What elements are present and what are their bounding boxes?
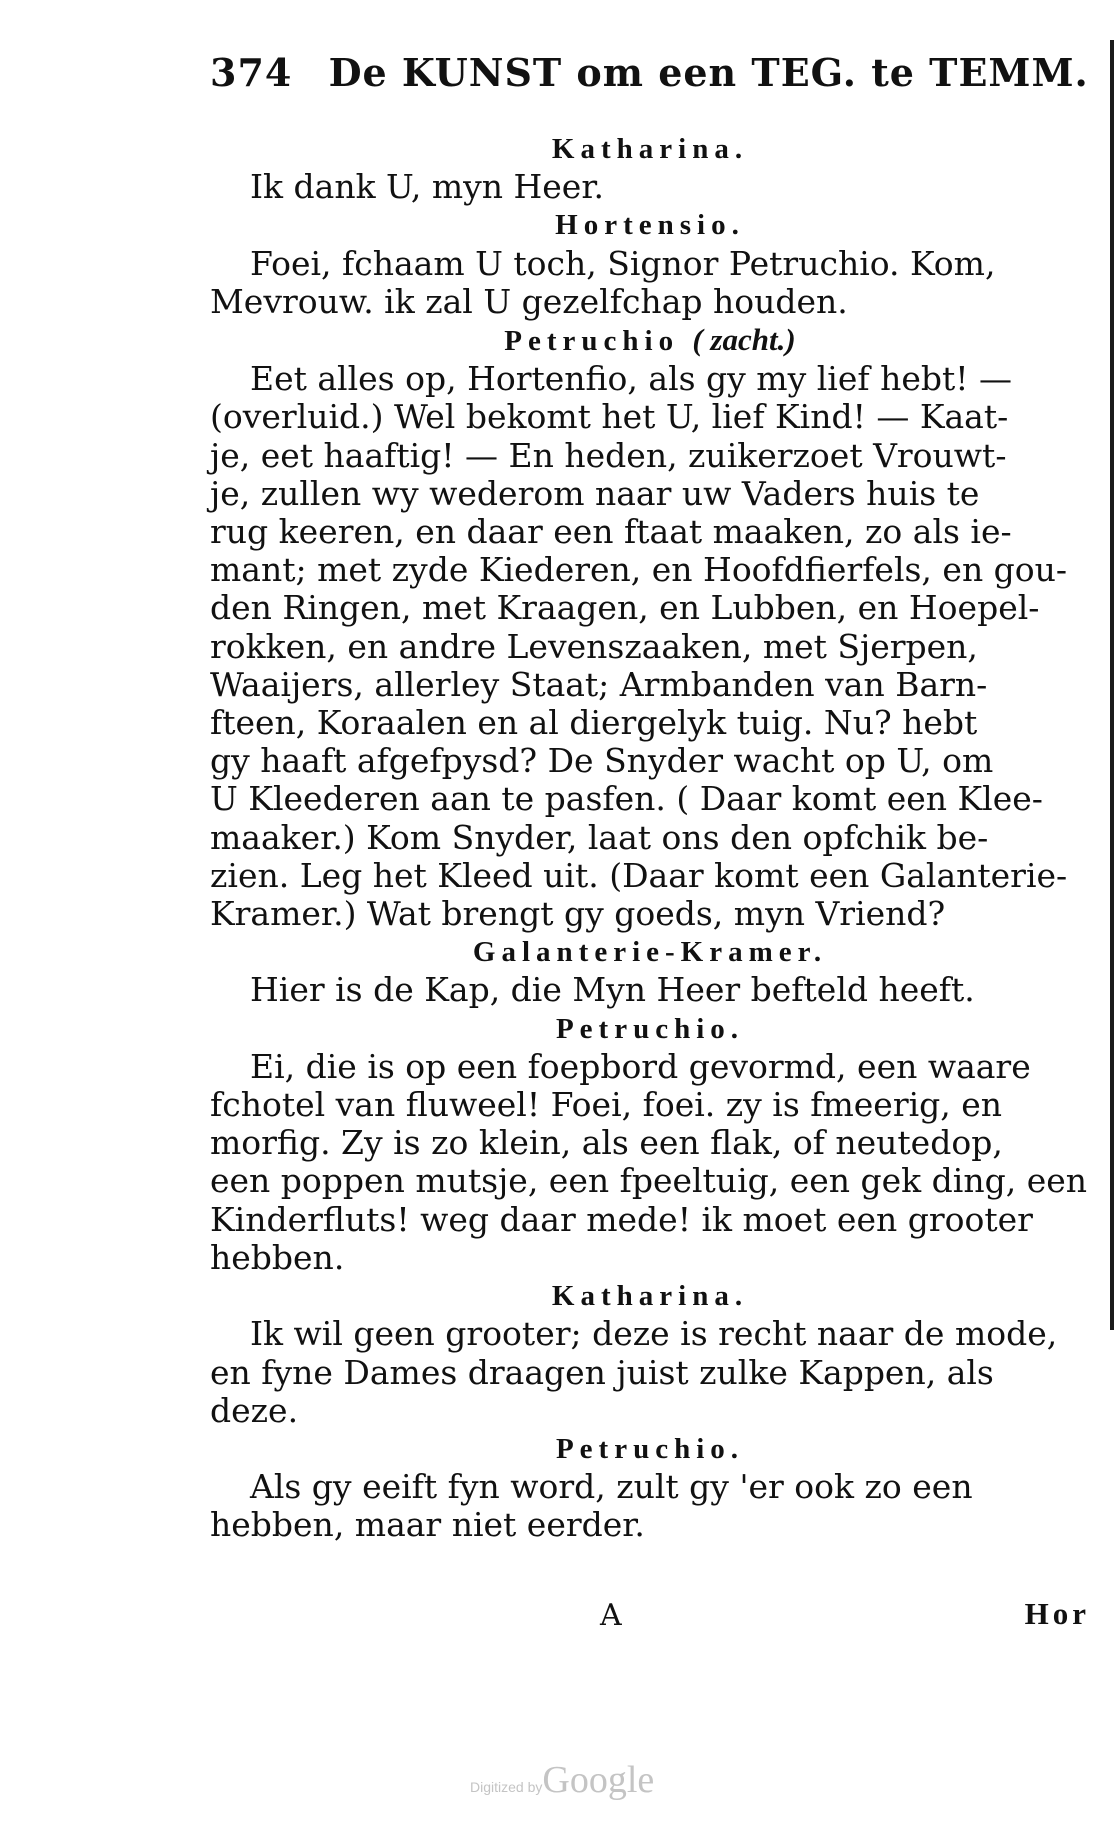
speaker-name: Petruchio xyxy=(504,325,680,358)
text-line: hebben, maar niet eerder. xyxy=(210,1505,645,1545)
text-line: rokken, en andre Levenszaaken, met Sjerpen, xyxy=(210,626,978,666)
text-line: den Ringen, met Kraagen, en Lubben, en Hoepel- xyxy=(210,588,1040,628)
text-line: (overluid.) Wel bekomt het U, lief Kind! — Kaat- xyxy=(210,397,1009,437)
play-text xyxy=(210,130,1090,1545)
text-line: je, zullen wy wederom naar uw Vaders huis te xyxy=(210,473,980,513)
text-line: Eet alles op, Hortenfio, als gy my lief hebt! — xyxy=(250,359,1012,399)
text-line: en fyne Dames draagen juist zulke Kappen, als xyxy=(210,1352,994,1392)
speaker-heading xyxy=(210,1430,1090,1468)
text-line: hebben. xyxy=(210,1237,345,1277)
page-number: 374 xyxy=(210,50,293,95)
text-line: Ei, die is op een foepbord gevormd, een waare xyxy=(250,1046,1031,1086)
page-edge-shadow xyxy=(1110,40,1114,1330)
text-line: een poppen mutsje, een fpeeltuig, een gek ding, een xyxy=(210,1161,1088,1201)
speaker-name: Petruchio. xyxy=(555,1012,745,1045)
text-line: Kinderfluts! weg daar mede! ik moet een grooter xyxy=(210,1199,1033,1239)
text-line: Ik dank U, myn Heer. xyxy=(250,167,604,207)
text-line: fchotel van fluweel! Foei, foei. zy is fmeerig, en xyxy=(210,1085,1003,1125)
text-line: U Kleederen aan te pasfen. ( Daar komt een Klee- xyxy=(210,779,1043,819)
digitized-by-google-watermark xyxy=(470,1758,654,1802)
text-line: Hier is de Kap, die Myn Heer befteld heeft. xyxy=(250,970,975,1010)
text-line: Als gy eeift fyn word, zult gy 'er ook zo een xyxy=(250,1467,973,1507)
text-line: Mevrouw. ik zal U gezelfchap houden. xyxy=(210,281,848,321)
running-title: De KUNST om een TEG. te TEMM. xyxy=(328,50,1089,95)
footer-marks xyxy=(210,1598,1090,1638)
speaker-heading xyxy=(210,206,1090,244)
text-line: mant; met zyde Kiederen, en Hoofdfierfels, en gou- xyxy=(210,550,1068,590)
speaker-name: Hortensio. xyxy=(555,209,745,242)
speaker-heading xyxy=(210,933,1090,971)
watermark-prefix: Digitized by xyxy=(470,1779,543,1795)
text-line: Ik wil geen grooter; deze is recht naar de mode, xyxy=(250,1314,1058,1354)
stage-direction: ( zacht.) xyxy=(692,322,796,358)
speaker-name: Petruchio. xyxy=(555,1432,745,1465)
speaker-name: Katharina. xyxy=(551,1280,749,1313)
text-line: zien. Leg het Kleed uit. (Daar komt een Galanterie- xyxy=(210,855,1068,895)
text-line: Waaijers, allerley Staat; Armbanden van Barn- xyxy=(210,664,988,704)
google-logo: Google xyxy=(542,1759,655,1801)
text-line: maaker.) Kom Snyder, laat ons den opfchik be- xyxy=(210,817,989,857)
signature-mark: A xyxy=(600,1598,622,1633)
speaker-heading xyxy=(210,321,1090,360)
text-line: Kramer.) Wat brengt gy goeds, myn Vriend? xyxy=(210,894,946,934)
text-line: gy haaft afgefpysd? De Snyder wacht op U, om xyxy=(210,741,994,781)
running-header xyxy=(210,50,1089,95)
speaker-heading xyxy=(210,130,1090,168)
speaker-heading xyxy=(210,1010,1090,1048)
speaker-name: Katharina. xyxy=(551,133,749,165)
text-line: morfig. Zy is zo klein, als een flak, of neutedop, xyxy=(210,1123,1003,1163)
text-line: rug keeren, en daar een ftaat maaken, zo als ie- xyxy=(210,512,1012,552)
text-line: je, eet haaftig! — En heden, zuikerzoet Vrouwt- xyxy=(210,435,1007,475)
text-line: fteen, Koraalen en al diergelyk tuig. Nu? hebt xyxy=(210,703,978,743)
text-line: Foei, fchaam U toch, Signor Petruchio. Kom, xyxy=(250,243,996,283)
text-line: deze. xyxy=(210,1390,299,1430)
speaker-name: Galanterie-Kramer. xyxy=(472,936,828,969)
speaker-heading xyxy=(210,1277,1090,1315)
catchword: Hor xyxy=(1024,1596,1090,1631)
